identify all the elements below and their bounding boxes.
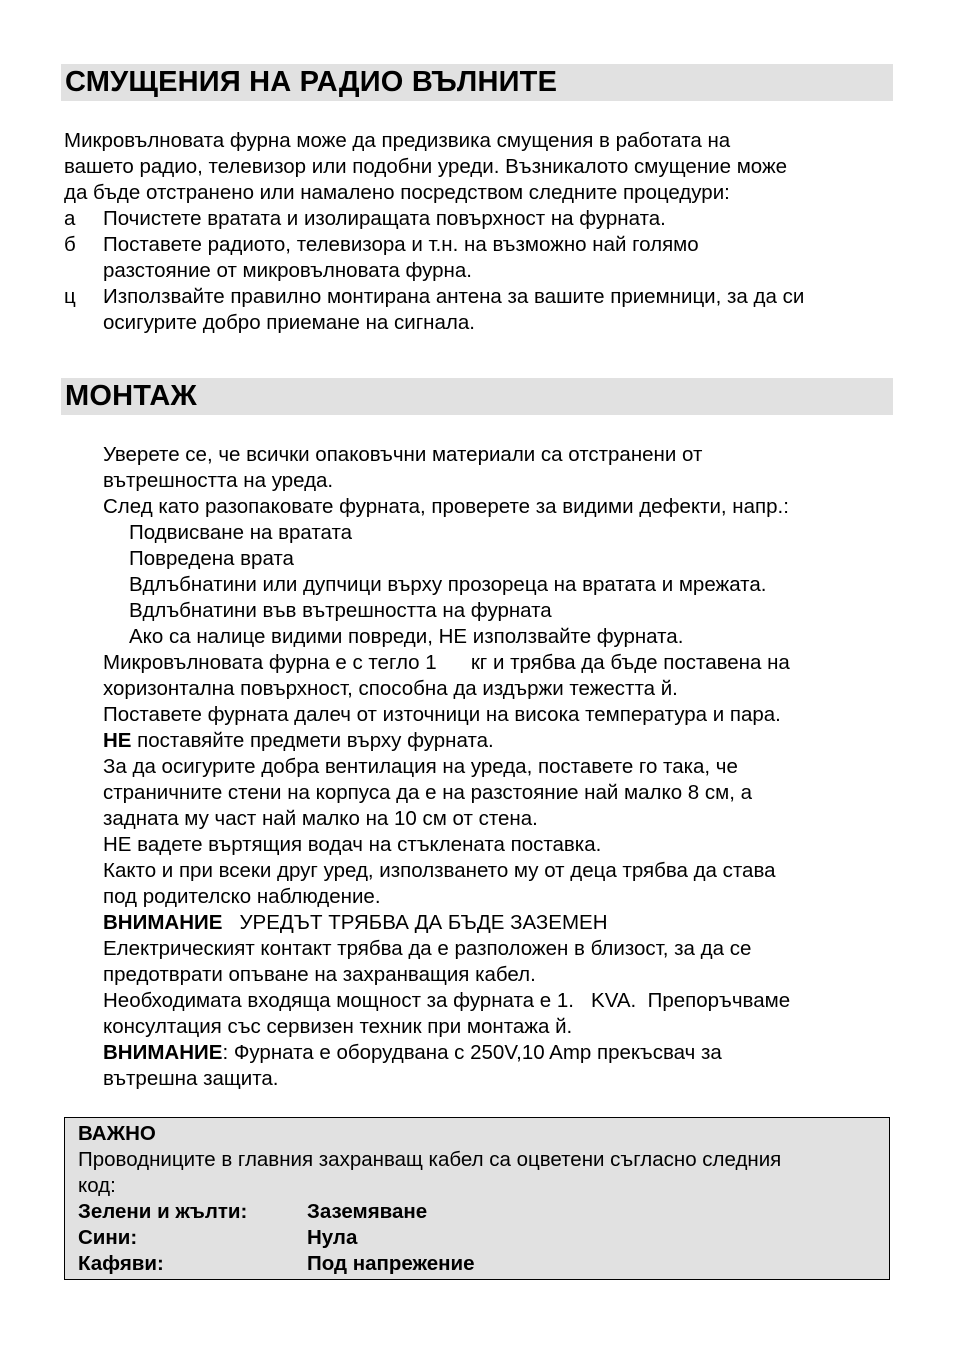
list-item bbox=[64, 206, 894, 232]
paragraph-line: задната му част най малко на 10 см от стена. bbox=[103, 807, 538, 830]
defect-item: Вдлъбнатини или дупчици върху прозореца на вратата и мрежата. bbox=[129, 573, 767, 596]
defect-item: Вдлъбнатини във вътрешността на фурната bbox=[129, 599, 552, 622]
list-marker: б bbox=[64, 233, 76, 256]
important-text: Проводниците в главния захранващ кабел са оцветени съгласно следния bbox=[78, 1148, 782, 1171]
wire-function: Заземяване bbox=[307, 1200, 428, 1223]
wire-function: Под напрежение bbox=[307, 1252, 475, 1275]
paragraph-line: Електрическият контакт трябва да е разположен в близост, за да се bbox=[103, 937, 752, 960]
defect-item: Подвисване на вратата bbox=[129, 521, 353, 544]
paragraph-text: поставяйте предмети върху фурната. bbox=[131, 729, 494, 752]
paragraph-line: Както и при всеки друг уред, използването му от деца трябва да става bbox=[103, 859, 776, 882]
list-item-text: Използвайте правилно монтирана антена за вашите приемници, за да си bbox=[103, 285, 805, 308]
wire-code-row bbox=[78, 1225, 889, 1251]
wire-code-row bbox=[78, 1251, 889, 1277]
important-title: ВАЖНО bbox=[78, 1122, 156, 1145]
intro-line: Микровълновата фурна може да предизвика смущения в работата на bbox=[64, 129, 731, 152]
wire-code-row bbox=[78, 1199, 889, 1225]
wire-function: Нула bbox=[307, 1226, 358, 1249]
intro-line: да бъде отстранено или намалено посредством следните процедури: bbox=[64, 181, 730, 204]
list-item-text: Почистете вратата и изолиращата повърхност на фурната. bbox=[103, 207, 666, 230]
important-notice-box bbox=[64, 1117, 890, 1280]
warning-label: ВНИМАНИЕ bbox=[103, 1041, 223, 1064]
radio-interference-text bbox=[64, 128, 894, 336]
section-heading-radio-interference: СМУЩЕНИЯ НА РАДИО ВЪЛНИТЕ bbox=[61, 64, 893, 101]
list-marker: а bbox=[64, 207, 76, 230]
list-item-text: разстояние от микровълновата фурна. bbox=[103, 259, 472, 282]
defect-item: Повредена врата bbox=[129, 547, 294, 570]
paragraph-line: страничните стени на корпуса да е на разстояние най малко 8 см, а bbox=[103, 781, 753, 804]
paragraph-line: За да осигурите добра вентилация на уреда, поставете го така, че bbox=[103, 755, 738, 778]
emphasis-text: НЕ bbox=[103, 729, 132, 752]
wire-color: Зелени и жълти: bbox=[78, 1200, 248, 1223]
important-text: код: bbox=[78, 1174, 116, 1197]
wire-color: Сини: bbox=[78, 1226, 138, 1249]
wire-color: Кафяви: bbox=[78, 1252, 164, 1275]
warning-text: УРЕДЪТ ТРЯБВА ДА БЪДЕ ЗАЗЕМЕН bbox=[222, 911, 608, 934]
warning-label: ВНИМАНИЕ bbox=[103, 911, 223, 934]
paragraph-line: вътрешна защита. bbox=[103, 1067, 279, 1090]
defect-item: Ако са налице видими повреди, НЕ използвайте фурната. bbox=[129, 625, 684, 648]
paragraph-line: Поставете фурната далеч от източници на висока температура и пара. bbox=[103, 703, 781, 726]
paragraph-line: Необходимата входяща мощност за фурната е 1. KVA. Препоръчваме bbox=[103, 989, 791, 1012]
installation-text bbox=[103, 442, 893, 1092]
warning-line bbox=[103, 910, 893, 936]
paragraph-line: хоризонтална повърхност, способна да издържи тежестта й. bbox=[103, 677, 678, 700]
list-item-text: Поставете радиото, телевизора и т.н. на възможно най голямо bbox=[103, 233, 699, 256]
warning-line bbox=[103, 1040, 893, 1066]
list-item bbox=[64, 232, 894, 284]
paragraph-line bbox=[103, 728, 893, 754]
paragraph-line: предотврати опъване на захранващия кабел. bbox=[103, 963, 536, 986]
paragraph-line: консултация със сервизен техник при монтажа й. bbox=[103, 1015, 573, 1038]
paragraph-line: под родителско наблюдение. bbox=[103, 885, 381, 908]
paragraph-line: Уверете се, че всички опаковъчни материали са отстранени от bbox=[103, 443, 703, 466]
paragraph-line: След като разопаковате фурната, проверете за видими дефекти, напр.: bbox=[103, 495, 789, 518]
section-heading-installation: МОНТАЖ bbox=[61, 378, 893, 415]
intro-line: вашето радио, телевизор или подобни уреди. Възникалото смущение може bbox=[64, 155, 788, 178]
list-item-text: осигурите добро приемане на сигнала. bbox=[103, 311, 475, 334]
paragraph-line: Микровълновата фурна е с тегло 1 кг и трябва да бъде поставена на bbox=[103, 651, 790, 674]
warning-text: : Фурната е оборудвана с 250V,10 Amp прекъсвач за bbox=[222, 1041, 722, 1064]
paragraph-line: вътрешността на уреда. bbox=[103, 469, 334, 492]
paragraph-line: НЕ вадете въртящия водач на стъклената поставка. bbox=[103, 833, 602, 856]
list-item bbox=[64, 284, 894, 336]
list-marker: ц bbox=[64, 285, 76, 308]
